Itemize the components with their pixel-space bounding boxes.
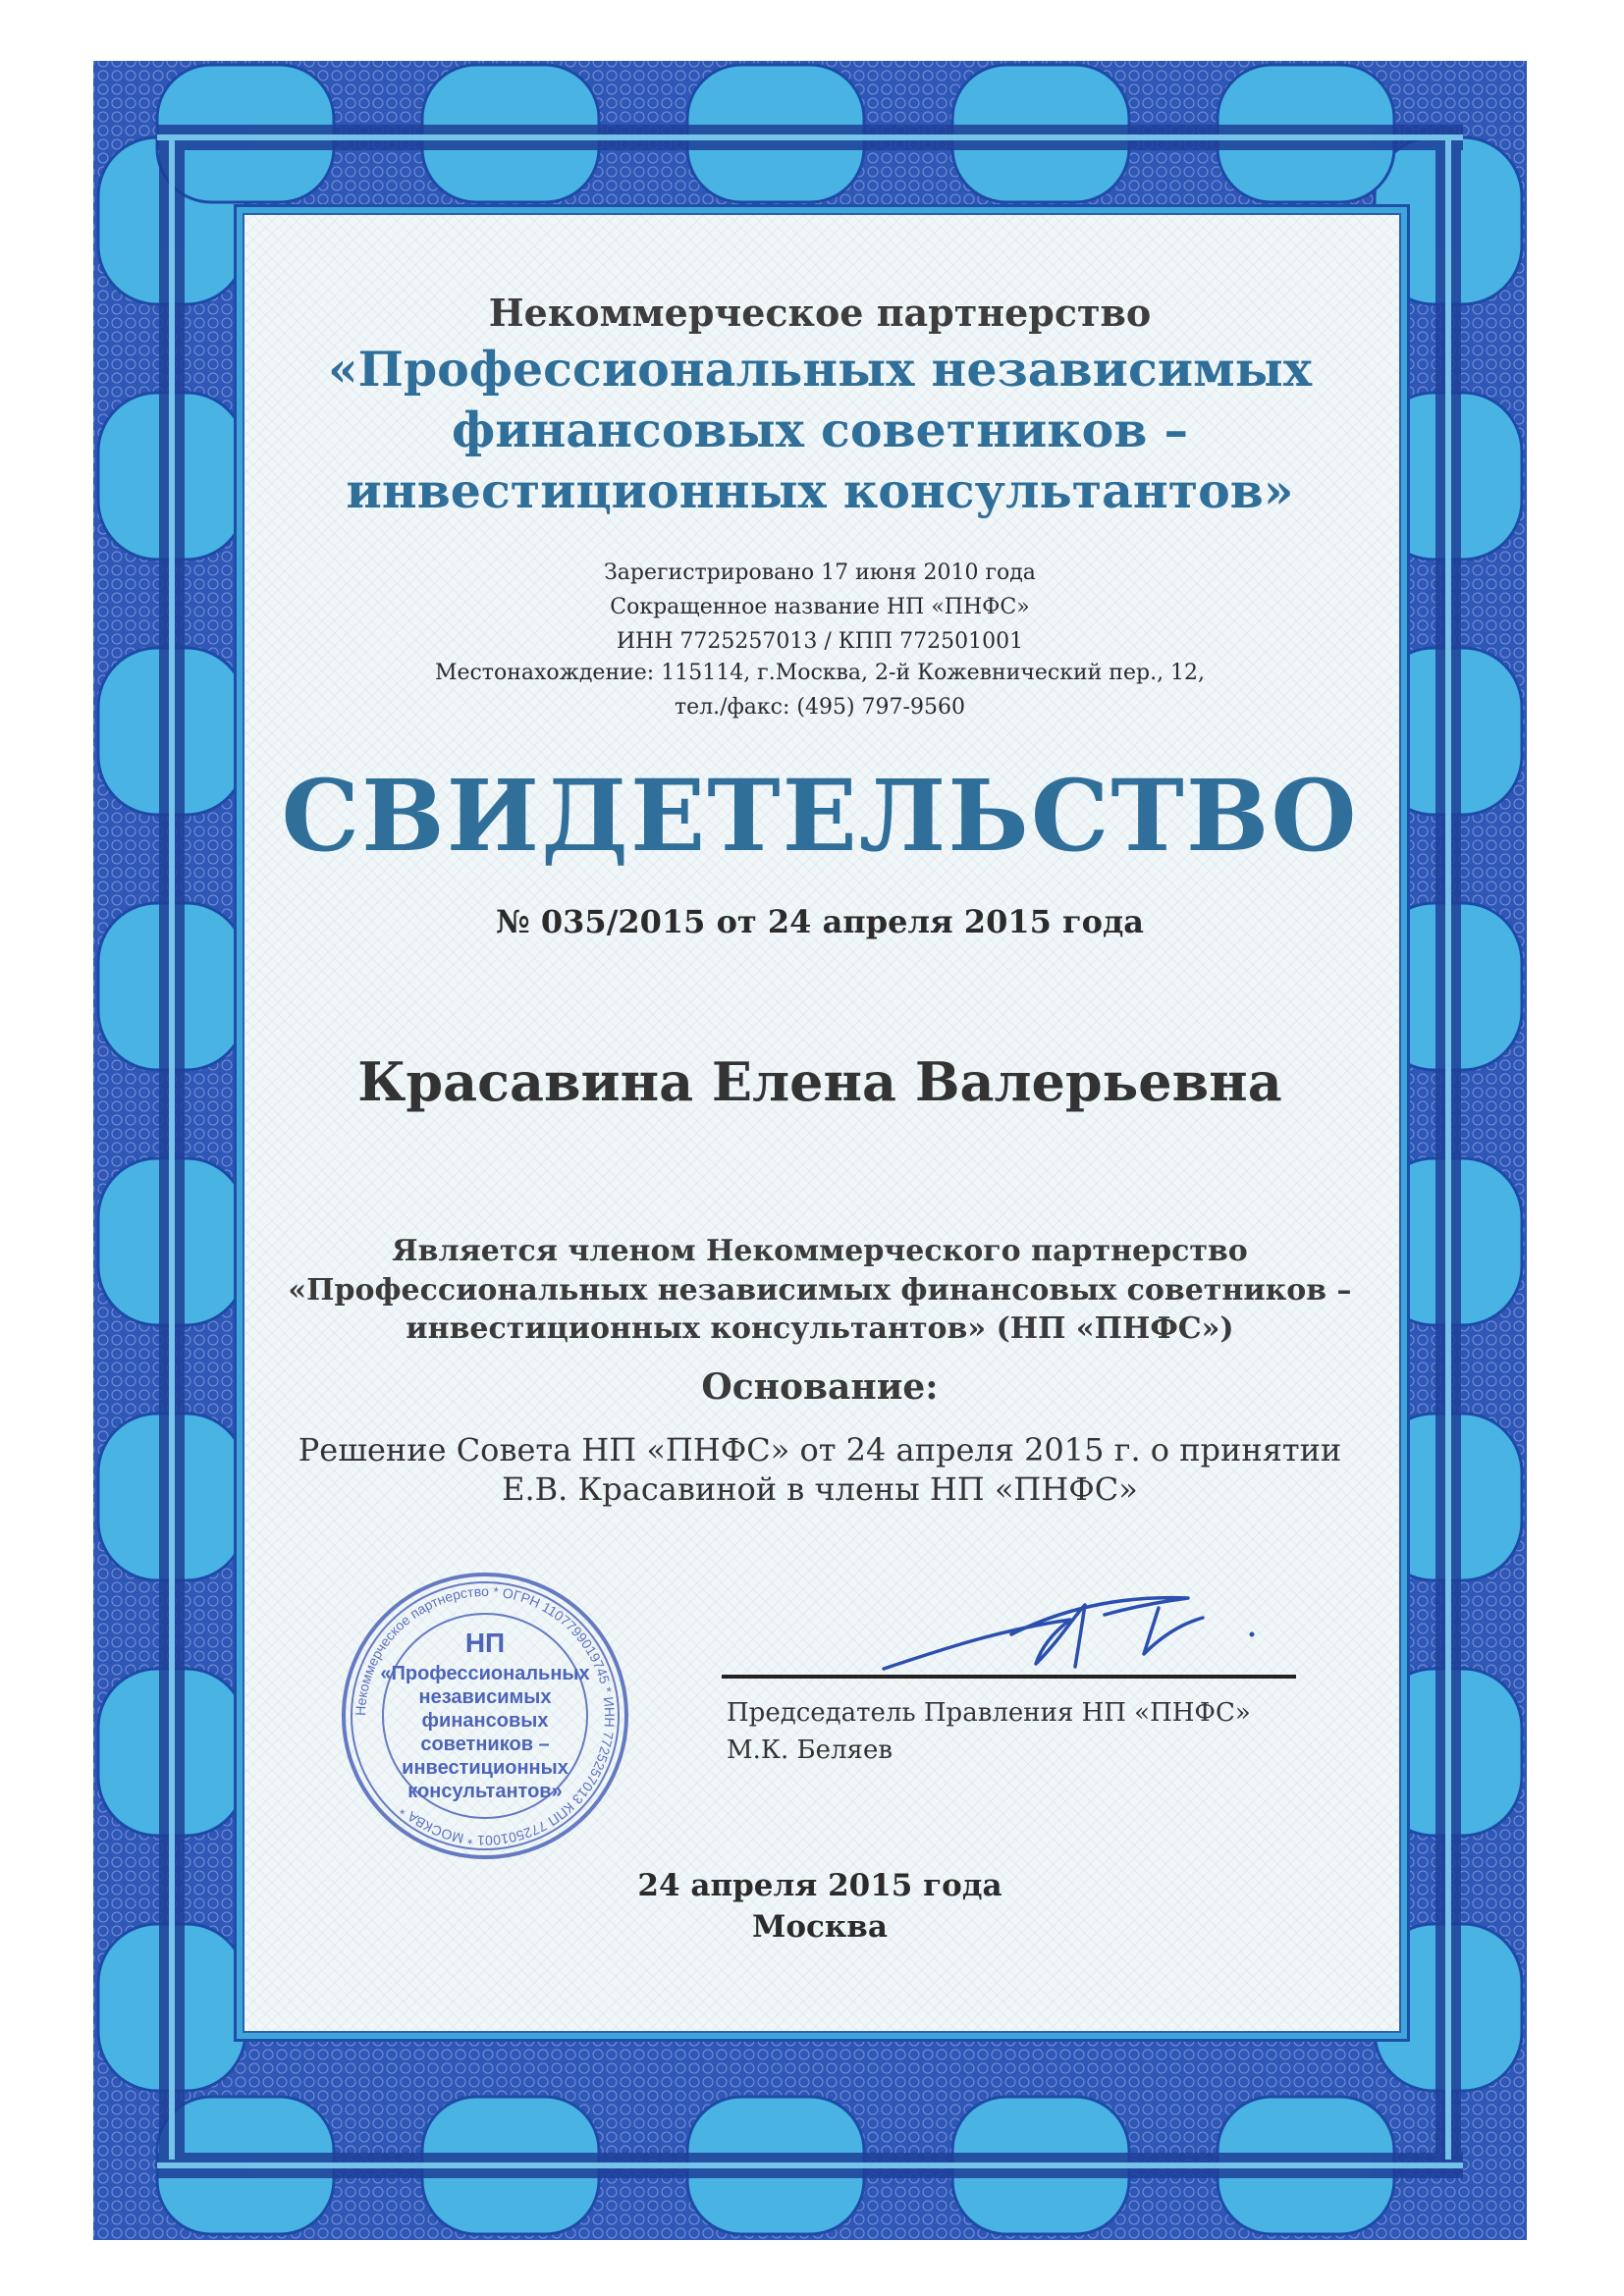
membership-line: «Профессиональных независимых финансовых советников – [288,1273,1352,1308]
recipient-name: Красавина Елена Валерьевна [357,1050,1282,1113]
membership-line: инвестиционных консультантов» (НП «ПНФС») [406,1311,1234,1346]
issue-city: Москва [752,1909,888,1945]
basis-line: Е.В. Красавиной в члены НП «ПНФС» [502,1470,1138,1508]
signature [864,1580,1276,1679]
stamp-center-line: инвестиционных [402,1757,568,1779]
org-name-line: финансовых советников – [452,401,1188,458]
basis-line: Решение Совета НП «ПНФС» от 24 апреля 2015 г. о принятии [298,1431,1342,1468]
org-prefix: Некоммерческое партнерство [488,291,1152,335]
stamp-center-line: консультантов» [407,1781,563,1802]
signatory-position: Председатель Правления НП «ПНФС» [727,1698,1251,1728]
stamp-center-line: советников – [420,1734,550,1755]
membership-line: Является членом Некоммерческого партнерство [392,1234,1248,1268]
registration-line: тел./факс: (495) 797-9560 [675,695,965,720]
registration-line: ИНН 7725257013 / КПП 772501001 [616,629,1024,654]
signatory-name: М.К. Беляев [727,1735,893,1765]
certificate-number: № 035/2015 от 24 апреля 2015 года [495,903,1145,940]
stamp-center-line: независимых [418,1686,552,1708]
stamp-center-line: «Профессиональных [380,1663,590,1684]
stamp-center-line: НП [464,1628,506,1658]
certificate-title: СВИДЕТЕЛЬСТВО [281,758,1359,874]
basis-heading: Основание: [701,1366,939,1408]
registration-line: Местонахождение: 115114, г.Москва, 2-й Кожевнический пер., 12, [434,661,1206,685]
registration-line: Сокращенное название НП «ПНФС» [610,595,1030,619]
org-name-line: «Профессиональных независимых [327,341,1313,398]
issue-date: 24 апреля 2015 года [637,1868,1002,1903]
stamp-center-line: финансовых [421,1710,549,1732]
org-name-line: инвестиционных консультантов» [346,462,1294,519]
registration-line: Зарегистрировано 17 июня 2010 года [604,561,1036,585]
stamp-ring-text: Некоммерческое партнерство * ОГРН 1107799019745 * ИНН 7725257013 КПП 772501001 * МОСКВА * [352,1582,619,1849]
signature-line [722,1675,1296,1679]
